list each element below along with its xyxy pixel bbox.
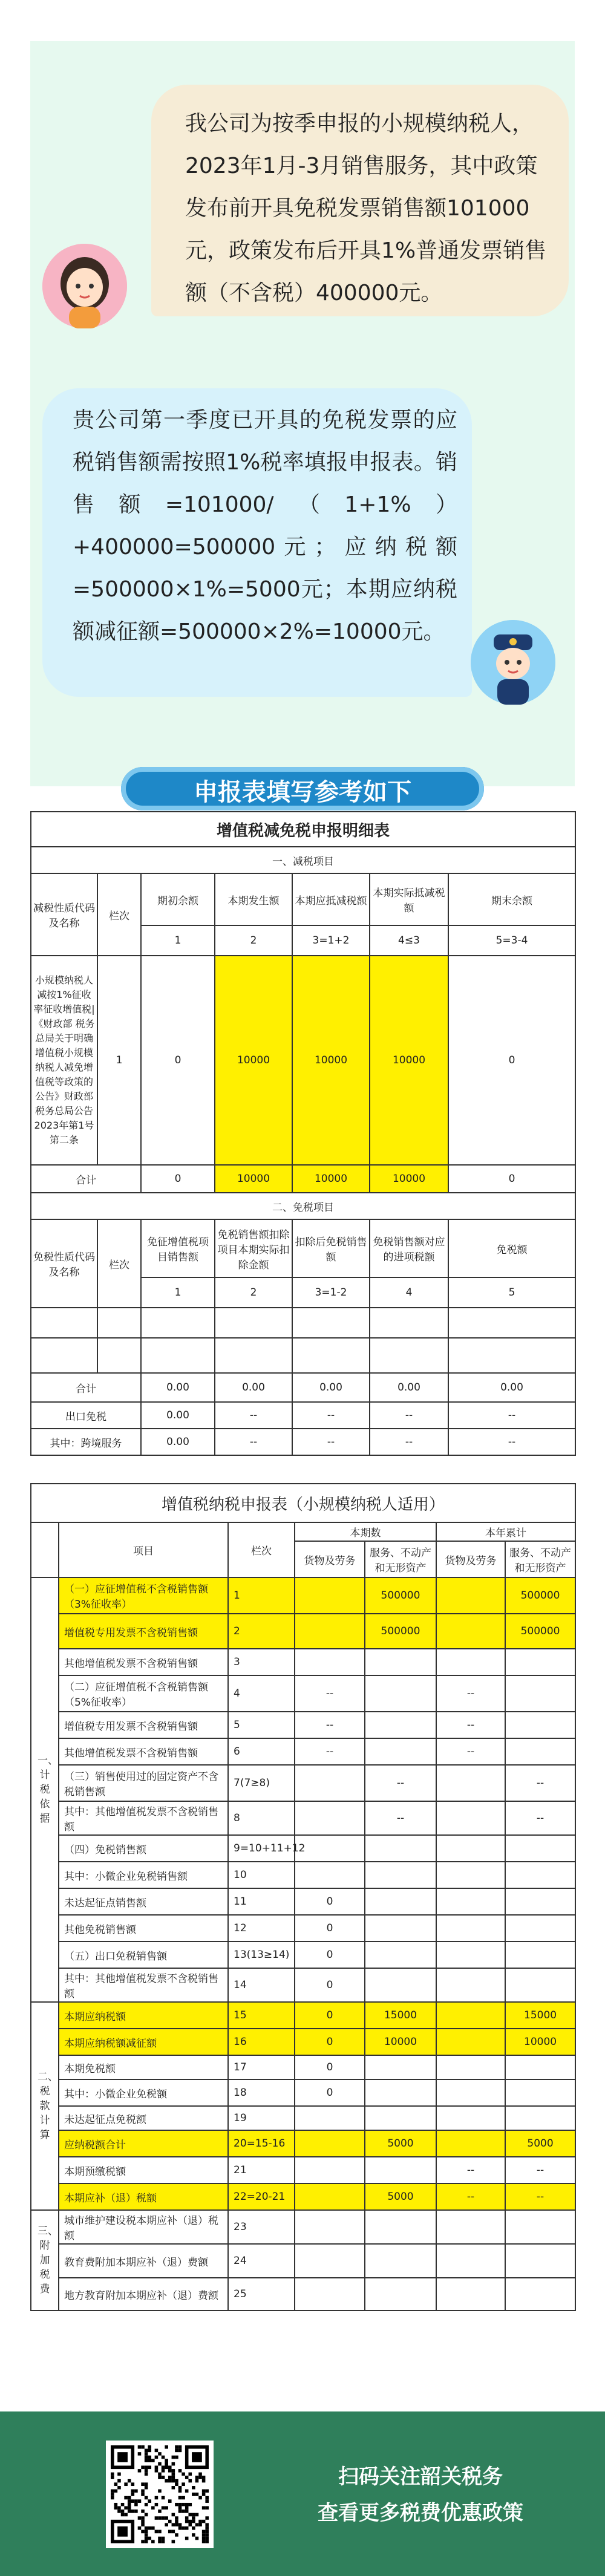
total-label: 合计 — [31, 1373, 141, 1402]
table-cell: 17 — [228, 2055, 295, 2079]
table-cell — [295, 1577, 365, 1614]
table-cell: 5000 — [365, 2130, 436, 2157]
table-cell: 0.00 — [370, 1373, 448, 1402]
header-exempt-sales: 免征增值税项目销售额 — [141, 1219, 215, 1277]
table-cell — [436, 2055, 505, 2079]
table-cell: （三）销售使用过的固定资产不含税销售额 — [59, 1765, 228, 1801]
table1-section-exemption: 二、免税项目 — [31, 1193, 575, 1219]
table-row — [31, 1862, 575, 1888]
col-number: 1 — [141, 925, 215, 956]
table-row — [31, 1649, 575, 1675]
table-cell: 21 — [228, 2157, 295, 2183]
dialogue-panel — [30, 41, 575, 786]
table-cell: -- — [505, 2183, 575, 2210]
table-cell: -- — [295, 1738, 365, 1765]
table-cell: 0 — [448, 956, 575, 1165]
header-year-to-date: 本年累计 — [436, 1522, 575, 1541]
table-cell: 500000 — [505, 1614, 575, 1649]
table-cell: 15000 — [365, 2002, 436, 2029]
table-cell — [436, 1649, 505, 1675]
header-line: 栏次 — [97, 1219, 141, 1308]
table-cell: 0 — [295, 1968, 365, 2002]
table-cell: （四）免税销售额 — [59, 1835, 228, 1862]
table-cell — [436, 1888, 505, 1915]
table-cell — [365, 1862, 436, 1888]
table-cell: 23 — [228, 2210, 295, 2244]
col-number: 5 — [448, 1277, 575, 1308]
table-cell: 0.00 — [141, 1429, 215, 1455]
table-row — [31, 2183, 575, 2210]
table-cell: -- — [505, 1765, 575, 1801]
table-cell — [365, 1738, 436, 1765]
table-cell: 24 — [228, 2244, 295, 2278]
table-cell — [365, 1915, 436, 1942]
table-cell — [365, 1968, 436, 2002]
table-cell — [436, 1577, 505, 1614]
col-number: 2 — [215, 925, 292, 956]
table-cell: 本期免税额 — [59, 2055, 228, 2079]
banner-title: 申报表填写参考如下 — [194, 778, 411, 806]
table-cell: -- — [215, 1429, 292, 1455]
table-cell: -- — [448, 1402, 575, 1429]
table-cell: 本期应纳税额减征额 — [59, 2029, 228, 2055]
table-cell: （一）应征增值税不含税销售额（3%征收率） — [59, 1577, 228, 1614]
table-cell: 0 — [295, 2002, 365, 2029]
table-cell — [436, 1942, 505, 1968]
table-cell: 0 — [295, 1888, 365, 1915]
table-cell: 其中：小微企业免税销售额 — [59, 1862, 228, 1888]
header-services: 服务、不动产和无形资产 — [505, 1541, 575, 1577]
col-number: 4 — [370, 1277, 448, 1308]
table-cell — [365, 2157, 436, 2183]
export-label: 出口免税 — [31, 1402, 141, 1429]
table-cell — [365, 1942, 436, 1968]
table-cell: 城市维护建设税本期应补（退）税额 — [59, 2210, 228, 2244]
table-cell — [505, 2079, 575, 2106]
col-number: 2 — [215, 1277, 292, 1308]
table-cell: -- — [215, 1402, 292, 1429]
table-cell: 10 — [228, 1862, 295, 1888]
section-label: 二、税款计算 — [31, 2002, 59, 2210]
table-cell: 22=20-21 — [228, 2183, 295, 2210]
table-cell: -- — [436, 2157, 505, 2183]
section-label: 三、附加税费 — [31, 2210, 59, 2310]
table-cell — [505, 2055, 575, 2079]
reference-banner — [30, 767, 575, 810]
table-cell: 10000 — [370, 956, 448, 1165]
table-row — [31, 2079, 575, 2106]
table-cell: 11 — [228, 1888, 295, 1915]
header-deduction: 免税销售额扣除项目本期实际扣除金额 — [215, 1219, 292, 1277]
table-cell: 18 — [228, 2079, 295, 2106]
table-cell: 0.00 — [141, 1373, 215, 1402]
table-row — [31, 2055, 575, 2079]
table-cell: 16 — [228, 2029, 295, 2055]
table-cell — [436, 2079, 505, 2106]
table-row — [31, 2106, 575, 2130]
table-row — [31, 2244, 575, 2278]
table-cell — [505, 2278, 575, 2310]
table-cell — [365, 1835, 436, 1862]
table-cell: 教育费附加本期应补（退）费额 — [59, 2244, 228, 2278]
table-cell — [365, 2106, 436, 2130]
table-cell: 500000 — [365, 1614, 436, 1649]
header-goods: 货物及劳务 — [295, 1541, 365, 1577]
table-cell: 15000 — [505, 2002, 575, 2029]
table-cell — [436, 2106, 505, 2130]
total-label: 合计 — [31, 1165, 141, 1193]
table-row — [31, 1968, 575, 2002]
table-cell: 13(13≥14) — [228, 1942, 295, 1968]
header-opening-balance: 期初余额 — [141, 873, 215, 925]
table-cell: 8 — [228, 1801, 295, 1835]
cross-border-label: 其中：跨境服务 — [31, 1429, 141, 1455]
table-cell: 本期应纳税额 — [59, 2002, 228, 2029]
header-actual-deducted: 本期实际抵减税额 — [370, 873, 448, 925]
vat-return-table — [30, 1483, 576, 2311]
table-row — [31, 1915, 575, 1942]
reduction-item-name: 小规模纳税人减按1%征收率征收增值税|《财政部 税务总局关于明确增值税小规模纳税人减免增值税等政策的公告》财政部 税务总局公告2023年第1号第二条 — [31, 956, 97, 1165]
table-cell: 2 — [228, 1614, 295, 1649]
table-cell — [436, 2244, 505, 2278]
table-cell — [505, 1942, 575, 1968]
table-cell — [505, 1738, 575, 1765]
table-cell: -- — [436, 1738, 505, 1765]
table-cell — [436, 2130, 505, 2157]
table-cell: 未达起征点免税额 — [59, 2106, 228, 2130]
table-cell: 10000 — [365, 2029, 436, 2055]
table-cell — [505, 1649, 575, 1675]
table-cell: 5000 — [505, 2130, 575, 2157]
col-number: 5=3-4 — [448, 925, 575, 956]
table-cell: 25 — [228, 2278, 295, 2310]
header-input-tax: 免税销售额对应的进项税额 — [370, 1219, 448, 1277]
tax-officer-answer-bubble: 贵公司第一季度已开具的免税发票的应税销售额需按照1%税率填报申报表。销售额=101000/（1+1%）+400000=500000元；应纳税额=500000×1%=5000元；本期应纳税额减征额=500000×2%=10000元。 — [42, 388, 472, 697]
footer — [0, 2411, 605, 2576]
table-cell: 500000 — [505, 1577, 575, 1614]
table-row — [31, 1675, 575, 1712]
table-cell — [365, 1712, 436, 1738]
table-cell — [436, 1915, 505, 1942]
table-row — [31, 2002, 575, 2029]
table-cell — [505, 1675, 575, 1712]
table-row — [31, 2029, 575, 2055]
table-cell — [295, 2183, 365, 2210]
table-cell: 10000 — [215, 956, 292, 1165]
table-row — [31, 1577, 575, 1614]
table-cell — [505, 1915, 575, 1942]
table-cell: 0 — [295, 2079, 365, 2106]
table-cell: 12 — [228, 1915, 295, 1942]
table-row — [31, 2278, 575, 2310]
table-cell: （五）出口免税销售额 — [59, 1942, 228, 1968]
table-cell: 14 — [228, 1968, 295, 2002]
table-cell — [295, 2157, 365, 2183]
table-cell: 15 — [228, 2002, 295, 2029]
footer-more-policies-text: 查看更多税费优惠政策 — [318, 2501, 523, 2525]
section-label: 一、计税依据 — [31, 1577, 59, 2002]
table2-title: 增值税纳税申报表（小规模纳税人适用） — [31, 1484, 575, 1522]
table-cell: 其中：其他增值税发票不含税销售额 — [59, 1968, 228, 2002]
table-cell: -- — [505, 2157, 575, 2183]
table-cell: 1 — [228, 1577, 295, 1614]
table1-title: 增值税减免税申报明细表 — [31, 812, 575, 847]
header-net-exempt: 扣除后免税销售额 — [292, 1219, 370, 1277]
table-cell: 7(7≥8) — [228, 1765, 295, 1801]
header-exempt-amount: 免税额 — [448, 1219, 575, 1277]
header-current-amount: 本期发生额 — [215, 873, 292, 925]
table-cell: -- — [365, 1801, 436, 1835]
table-row — [31, 1614, 575, 1649]
table-cell — [295, 1614, 365, 1649]
table-cell: 增值税专用发票不含税销售额 — [59, 1614, 228, 1649]
header-item: 项目 — [59, 1522, 228, 1577]
table-cell: -- — [370, 1429, 448, 1455]
table-cell: 本期应补（退）税额 — [59, 2183, 228, 2210]
table-cell — [436, 2278, 505, 2310]
table-cell: 10000 — [215, 1165, 292, 1193]
table-cell: -- — [295, 1712, 365, 1738]
table-cell: 0 — [141, 956, 215, 1165]
table-cell — [436, 1968, 505, 2002]
table-cell: 4 — [228, 1675, 295, 1712]
table-cell — [365, 2079, 436, 2106]
table-cell: -- — [436, 1712, 505, 1738]
table-cell — [436, 2002, 505, 2029]
table-cell — [365, 1675, 436, 1712]
col-number: 4≤3 — [370, 925, 448, 956]
table-cell: 19 — [228, 2106, 295, 2130]
table-cell — [505, 2210, 575, 2244]
tax-officer-avatar-icon — [471, 620, 555, 705]
table-cell: 500000 — [365, 1577, 436, 1614]
table-cell: 0 — [295, 1915, 365, 1942]
table-cell: -- — [448, 1429, 575, 1455]
table-cell: 其中：其他增值税发票不含税销售额 — [59, 1801, 228, 1835]
table-row — [31, 1942, 575, 1968]
table-cell — [505, 1862, 575, 1888]
table-cell: 增值税专用发票不含税销售额 — [59, 1712, 228, 1738]
table1-section-reduction: 一、减税项目 — [31, 847, 575, 873]
table-cell: 0 — [295, 1942, 365, 1968]
table-cell — [505, 1712, 575, 1738]
table-cell: 10000 — [292, 956, 370, 1165]
table-row — [31, 1835, 575, 1862]
qr-code-icon[interactable] — [106, 2441, 214, 2548]
table-cell: 0.00 — [292, 1373, 370, 1402]
table-cell — [295, 1649, 365, 1675]
taxpayer-question-bubble: 我公司为按季申报的小规模纳税人，2023年1月-3月销售服务，其中政策发布前开具免税发票销售额101000元，政策发布后开具1%普通发票销售额（不含税）400000元。 — [151, 85, 569, 316]
table-cell: 5000 — [365, 2183, 436, 2210]
table-cell — [365, 2210, 436, 2244]
table-cell — [295, 1801, 365, 1835]
table-cell: -- — [292, 1429, 370, 1455]
table-cell: 地方教育附加本期应补（退）费额 — [59, 2278, 228, 2310]
table-cell: 其他增值税发票不含税销售额 — [59, 1738, 228, 1765]
header-line: 栏次 — [228, 1522, 295, 1577]
table-cell: 0 — [448, 1165, 575, 1193]
table-cell: -- — [370, 1402, 448, 1429]
table-cell: -- — [295, 1675, 365, 1712]
table-cell: 10000 — [370, 1165, 448, 1193]
table-cell — [436, 1801, 505, 1835]
table-cell — [505, 1968, 575, 2002]
tax-reduction-detail-table — [30, 780, 576, 1456]
table-cell — [295, 1835, 365, 1862]
table-cell — [295, 2130, 365, 2157]
table-cell: 10000 — [505, 2029, 575, 2055]
table-cell — [295, 1765, 365, 1801]
header-reduction-name: 减税性质代码及名称 — [31, 873, 97, 956]
table-cell — [505, 2244, 575, 2278]
col-number: 3=1+2 — [292, 925, 370, 956]
table-cell — [505, 1888, 575, 1915]
table-row — [31, 2157, 575, 2183]
table-cell: 6 — [228, 1738, 295, 1765]
table-cell — [295, 2244, 365, 2278]
table-row — [31, 1765, 575, 1801]
table-cell: 应纳税额合计 — [59, 2130, 228, 2157]
table-cell: 其他免税销售额 — [59, 1915, 228, 1942]
table-row — [31, 2210, 575, 2244]
table-row — [31, 2130, 575, 2157]
header-current-period: 本期数 — [295, 1522, 436, 1541]
table-cell — [436, 1765, 505, 1801]
table-cell: 0.00 — [141, 1402, 215, 1429]
table-row — [31, 1738, 575, 1765]
table-cell — [365, 2278, 436, 2310]
table-cell — [505, 1835, 575, 1862]
table-row — [31, 1712, 575, 1738]
table-cell: 5 — [228, 1712, 295, 1738]
col-number: 3=1-2 — [292, 1277, 370, 1308]
table-cell: -- — [436, 2183, 505, 2210]
table-cell: 其他增值税发票不含税销售额 — [59, 1649, 228, 1675]
table-cell — [295, 2106, 365, 2130]
header-exemption-name: 免税性质代码及名称 — [31, 1219, 97, 1308]
table-cell — [436, 1835, 505, 1862]
header-services: 服务、不动产和无形资产 — [365, 1541, 436, 1577]
table-cell: -- — [505, 1801, 575, 1835]
header-closing-balance: 期末余额 — [448, 873, 575, 925]
table-cell: 0.00 — [215, 1373, 292, 1402]
table-cell — [505, 2106, 575, 2130]
table-cell — [365, 2244, 436, 2278]
table-cell: 未达起征点销售额 — [59, 1888, 228, 1915]
table-cell: 0 — [295, 2029, 365, 2055]
col-number: 1 — [141, 1277, 215, 1308]
table-cell: 其中：小微企业免税额 — [59, 2079, 228, 2106]
table-cell — [295, 1862, 365, 1888]
table-cell — [436, 1862, 505, 1888]
table-cell: 1 — [97, 956, 141, 1165]
table-row — [31, 1801, 575, 1835]
header-goods: 货物及劳务 — [436, 1541, 505, 1577]
table-cell — [365, 1649, 436, 1675]
footer-follow-text: 扫码关注韶关税务 — [338, 2465, 503, 2489]
table-cell: 9=10+11+12 — [228, 1835, 295, 1862]
table-cell: 3 — [228, 1649, 295, 1675]
table-cell: 0 — [141, 1165, 215, 1193]
table-cell: 本期预缴税额 — [59, 2157, 228, 2183]
table-cell — [436, 2029, 505, 2055]
taxpayer-avatar-icon — [42, 244, 127, 328]
table-cell: -- — [365, 1765, 436, 1801]
table-cell — [365, 2055, 436, 2079]
table-cell: 10000 — [292, 1165, 370, 1193]
table-cell — [295, 2278, 365, 2310]
header-line: 栏次 — [97, 873, 141, 956]
table-cell: 20=15-16 — [228, 2130, 295, 2157]
table-cell: 0 — [295, 2055, 365, 2079]
table-cell: -- — [292, 1402, 370, 1429]
table-cell — [295, 2210, 365, 2244]
table-row — [31, 1888, 575, 1915]
header-deductible: 本期应抵减税额 — [292, 873, 370, 925]
table-cell — [436, 2210, 505, 2244]
table-cell: （二）应征增值税不含税销售额（5%征收率） — [59, 1675, 228, 1712]
table-cell: -- — [436, 1675, 505, 1712]
table-cell — [365, 1888, 436, 1915]
table-cell — [436, 1614, 505, 1649]
table-cell: 0.00 — [448, 1373, 575, 1402]
